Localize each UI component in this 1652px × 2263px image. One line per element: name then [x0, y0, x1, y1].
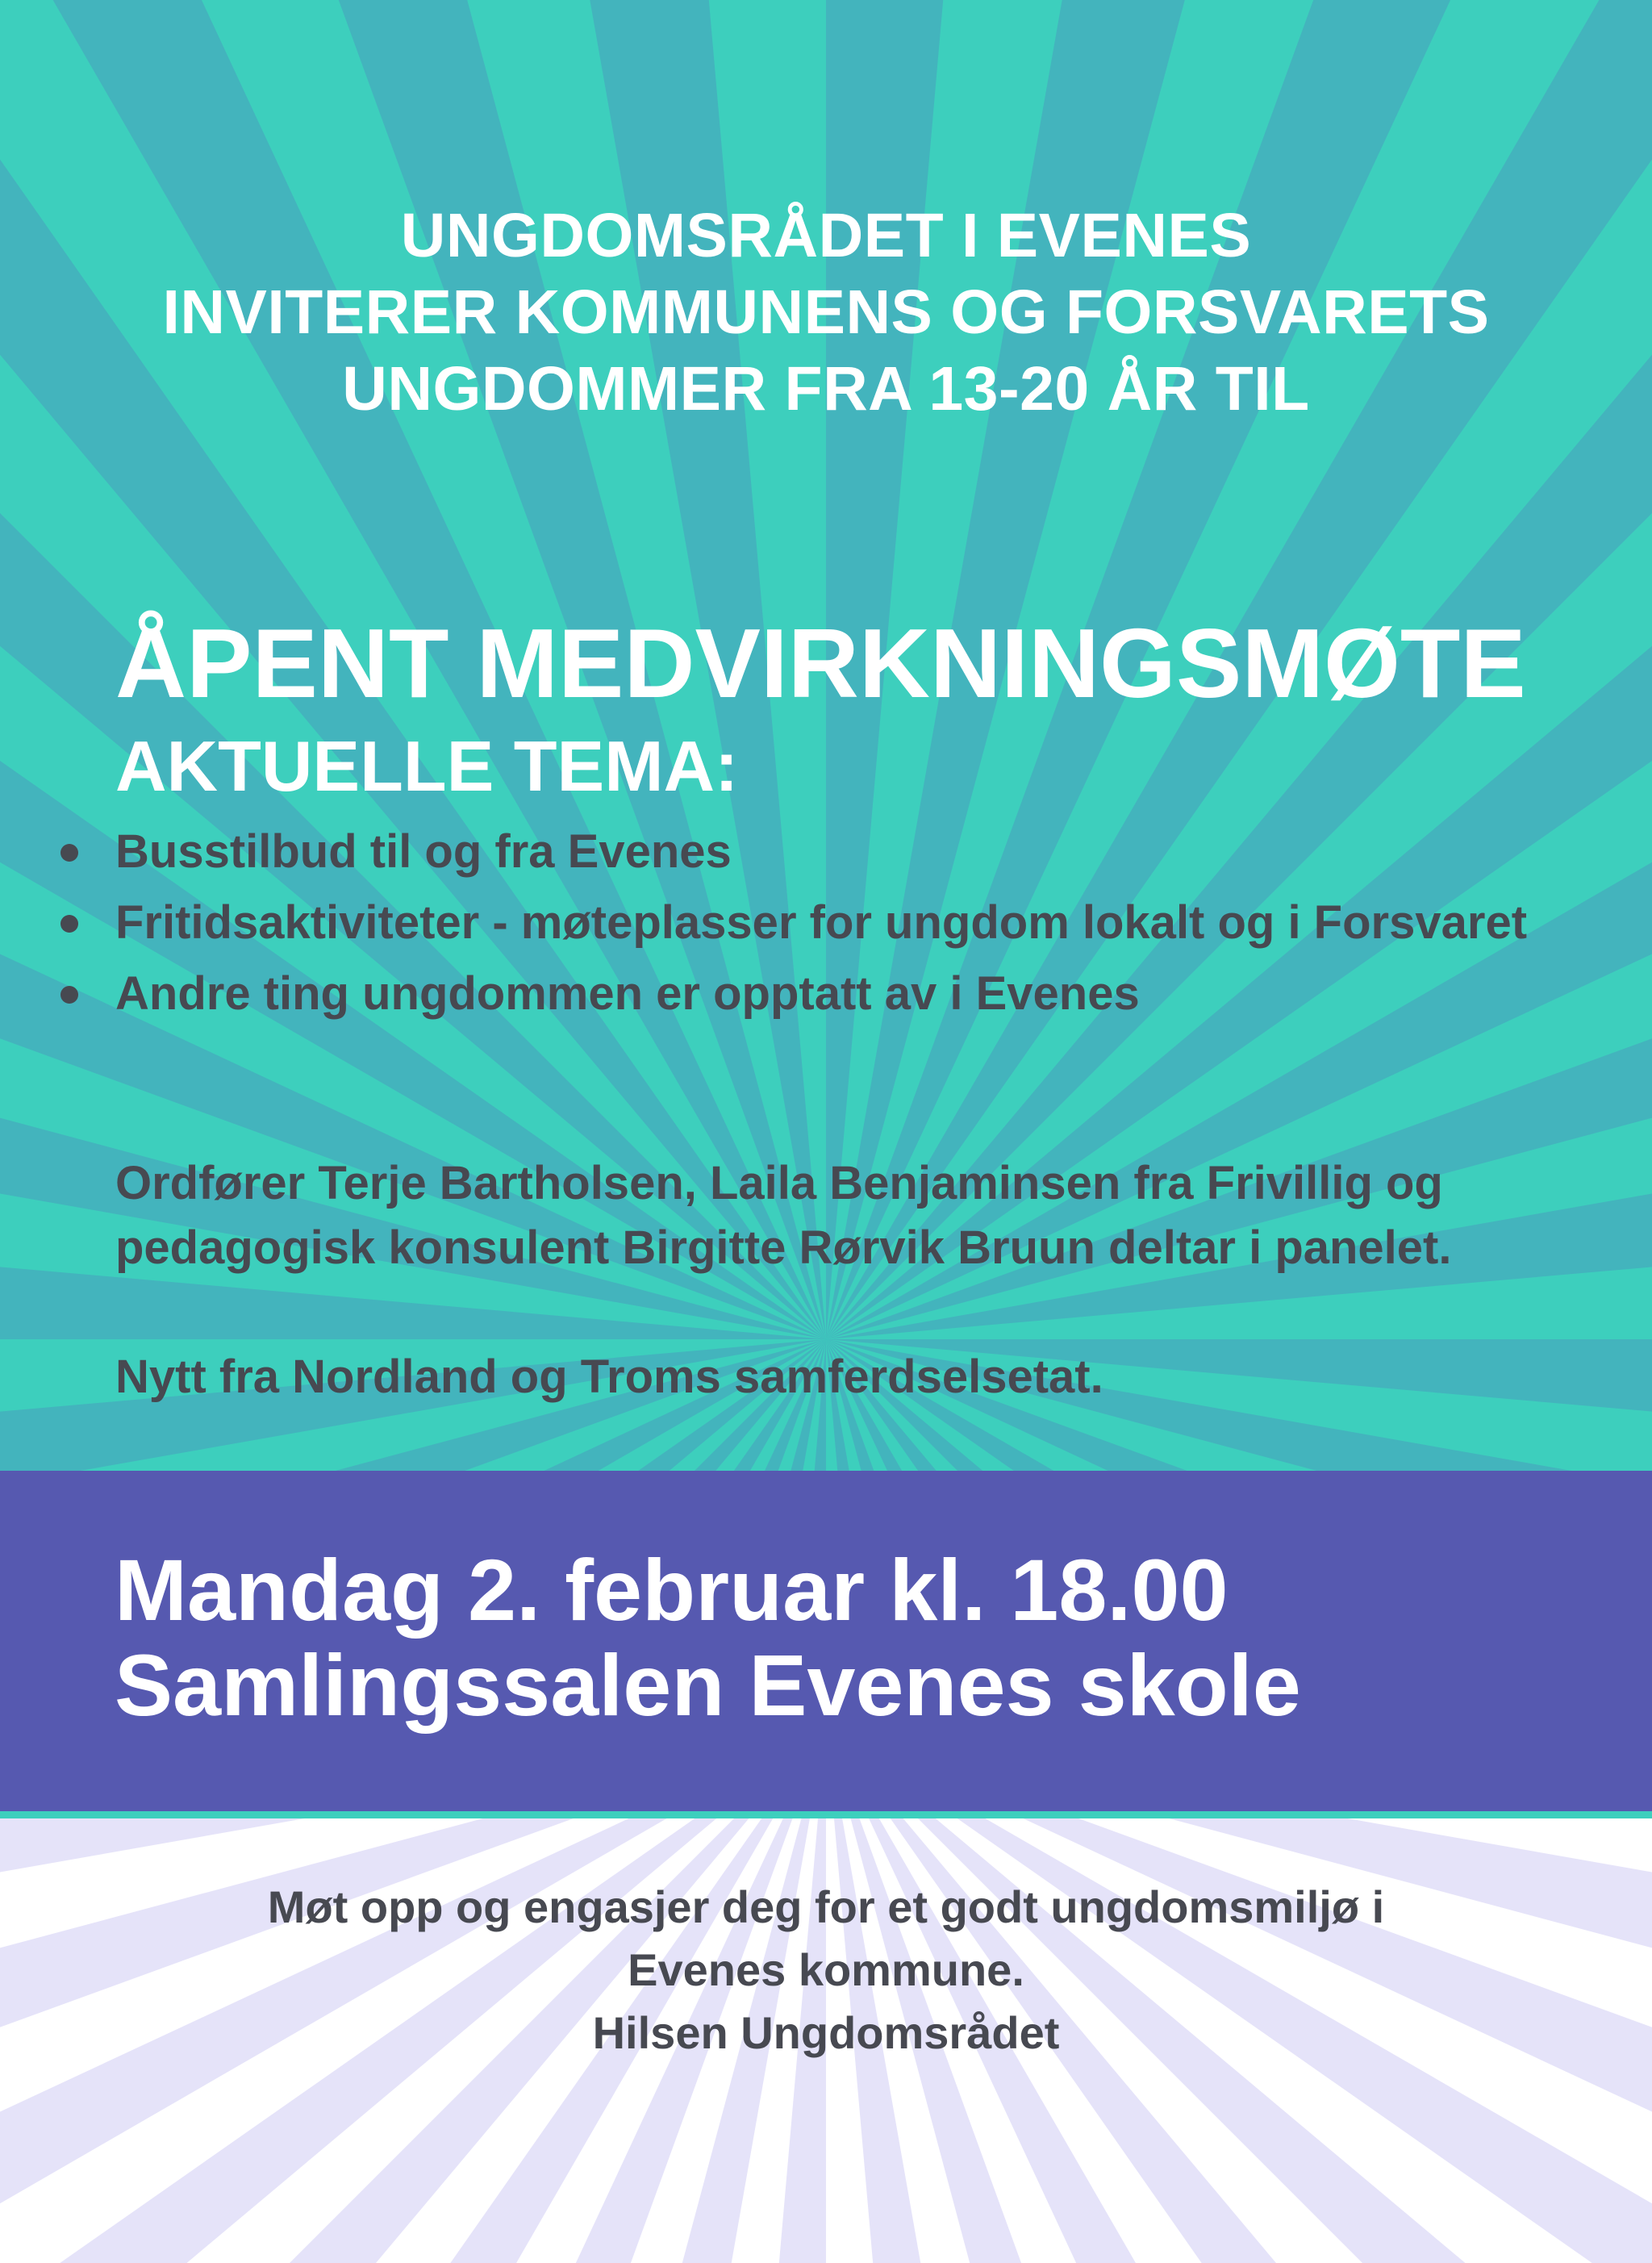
bullet-icon	[60, 986, 78, 1004]
header-line-2: INVITERER KOMMUNENS OG FORSVARETS	[162, 278, 1490, 347]
topics-heading: AKTUELLE TEMA:	[115, 726, 739, 806]
topics-list	[56, 820, 1573, 1033]
topic-item	[56, 962, 1573, 1026]
event-date-time: Mandag 2. februar kl. 18.00	[115, 1541, 1229, 1639]
footer-line-1: Møt opp og engasjer deg for et godt ungdomsmiljø i	[267, 1881, 1385, 1932]
topic-item	[56, 891, 1573, 955]
footer-line-3: Hilsen Ungdomsrådet	[592, 2007, 1060, 2058]
topic-item	[56, 820, 1573, 884]
topic-text: Busstilbud til og fra Evenes	[115, 825, 732, 878]
event-band	[0, 1471, 1652, 1811]
bullet-icon	[60, 915, 78, 933]
footer-line-2: Evenes kommune.	[628, 1944, 1024, 1995]
topic-text: Fritidsaktiviteter - møteplasser for ungdom lokalt og i Forsvaret	[115, 896, 1528, 949]
bullet-icon	[60, 844, 78, 862]
meeting-title: ÅPENT MEDVIRKNINGSMØTE	[115, 608, 1526, 718]
news-note: Nytt fra Nordland og Troms samferdselsetat.	[115, 1351, 1103, 1403]
header-line-1: UNGDOMSRÅDET I EVENES	[400, 201, 1252, 270]
panel-participants: Ordfører Terje Bartholsen, Laila Benjaminsen fra Frivillig og pedagogisk konsulent Birgitte Rørvik Bruun deltar i panelet.	[115, 1157, 1452, 1274]
header-line-3: UNGDOMMER FRA 13-20 ÅR TIL	[342, 354, 1310, 424]
event-location: Samlingssalen Evenes skole	[115, 1636, 1301, 1734]
topic-text: Andre ting ungdommen er opptatt av i Evenes	[115, 967, 1140, 1020]
